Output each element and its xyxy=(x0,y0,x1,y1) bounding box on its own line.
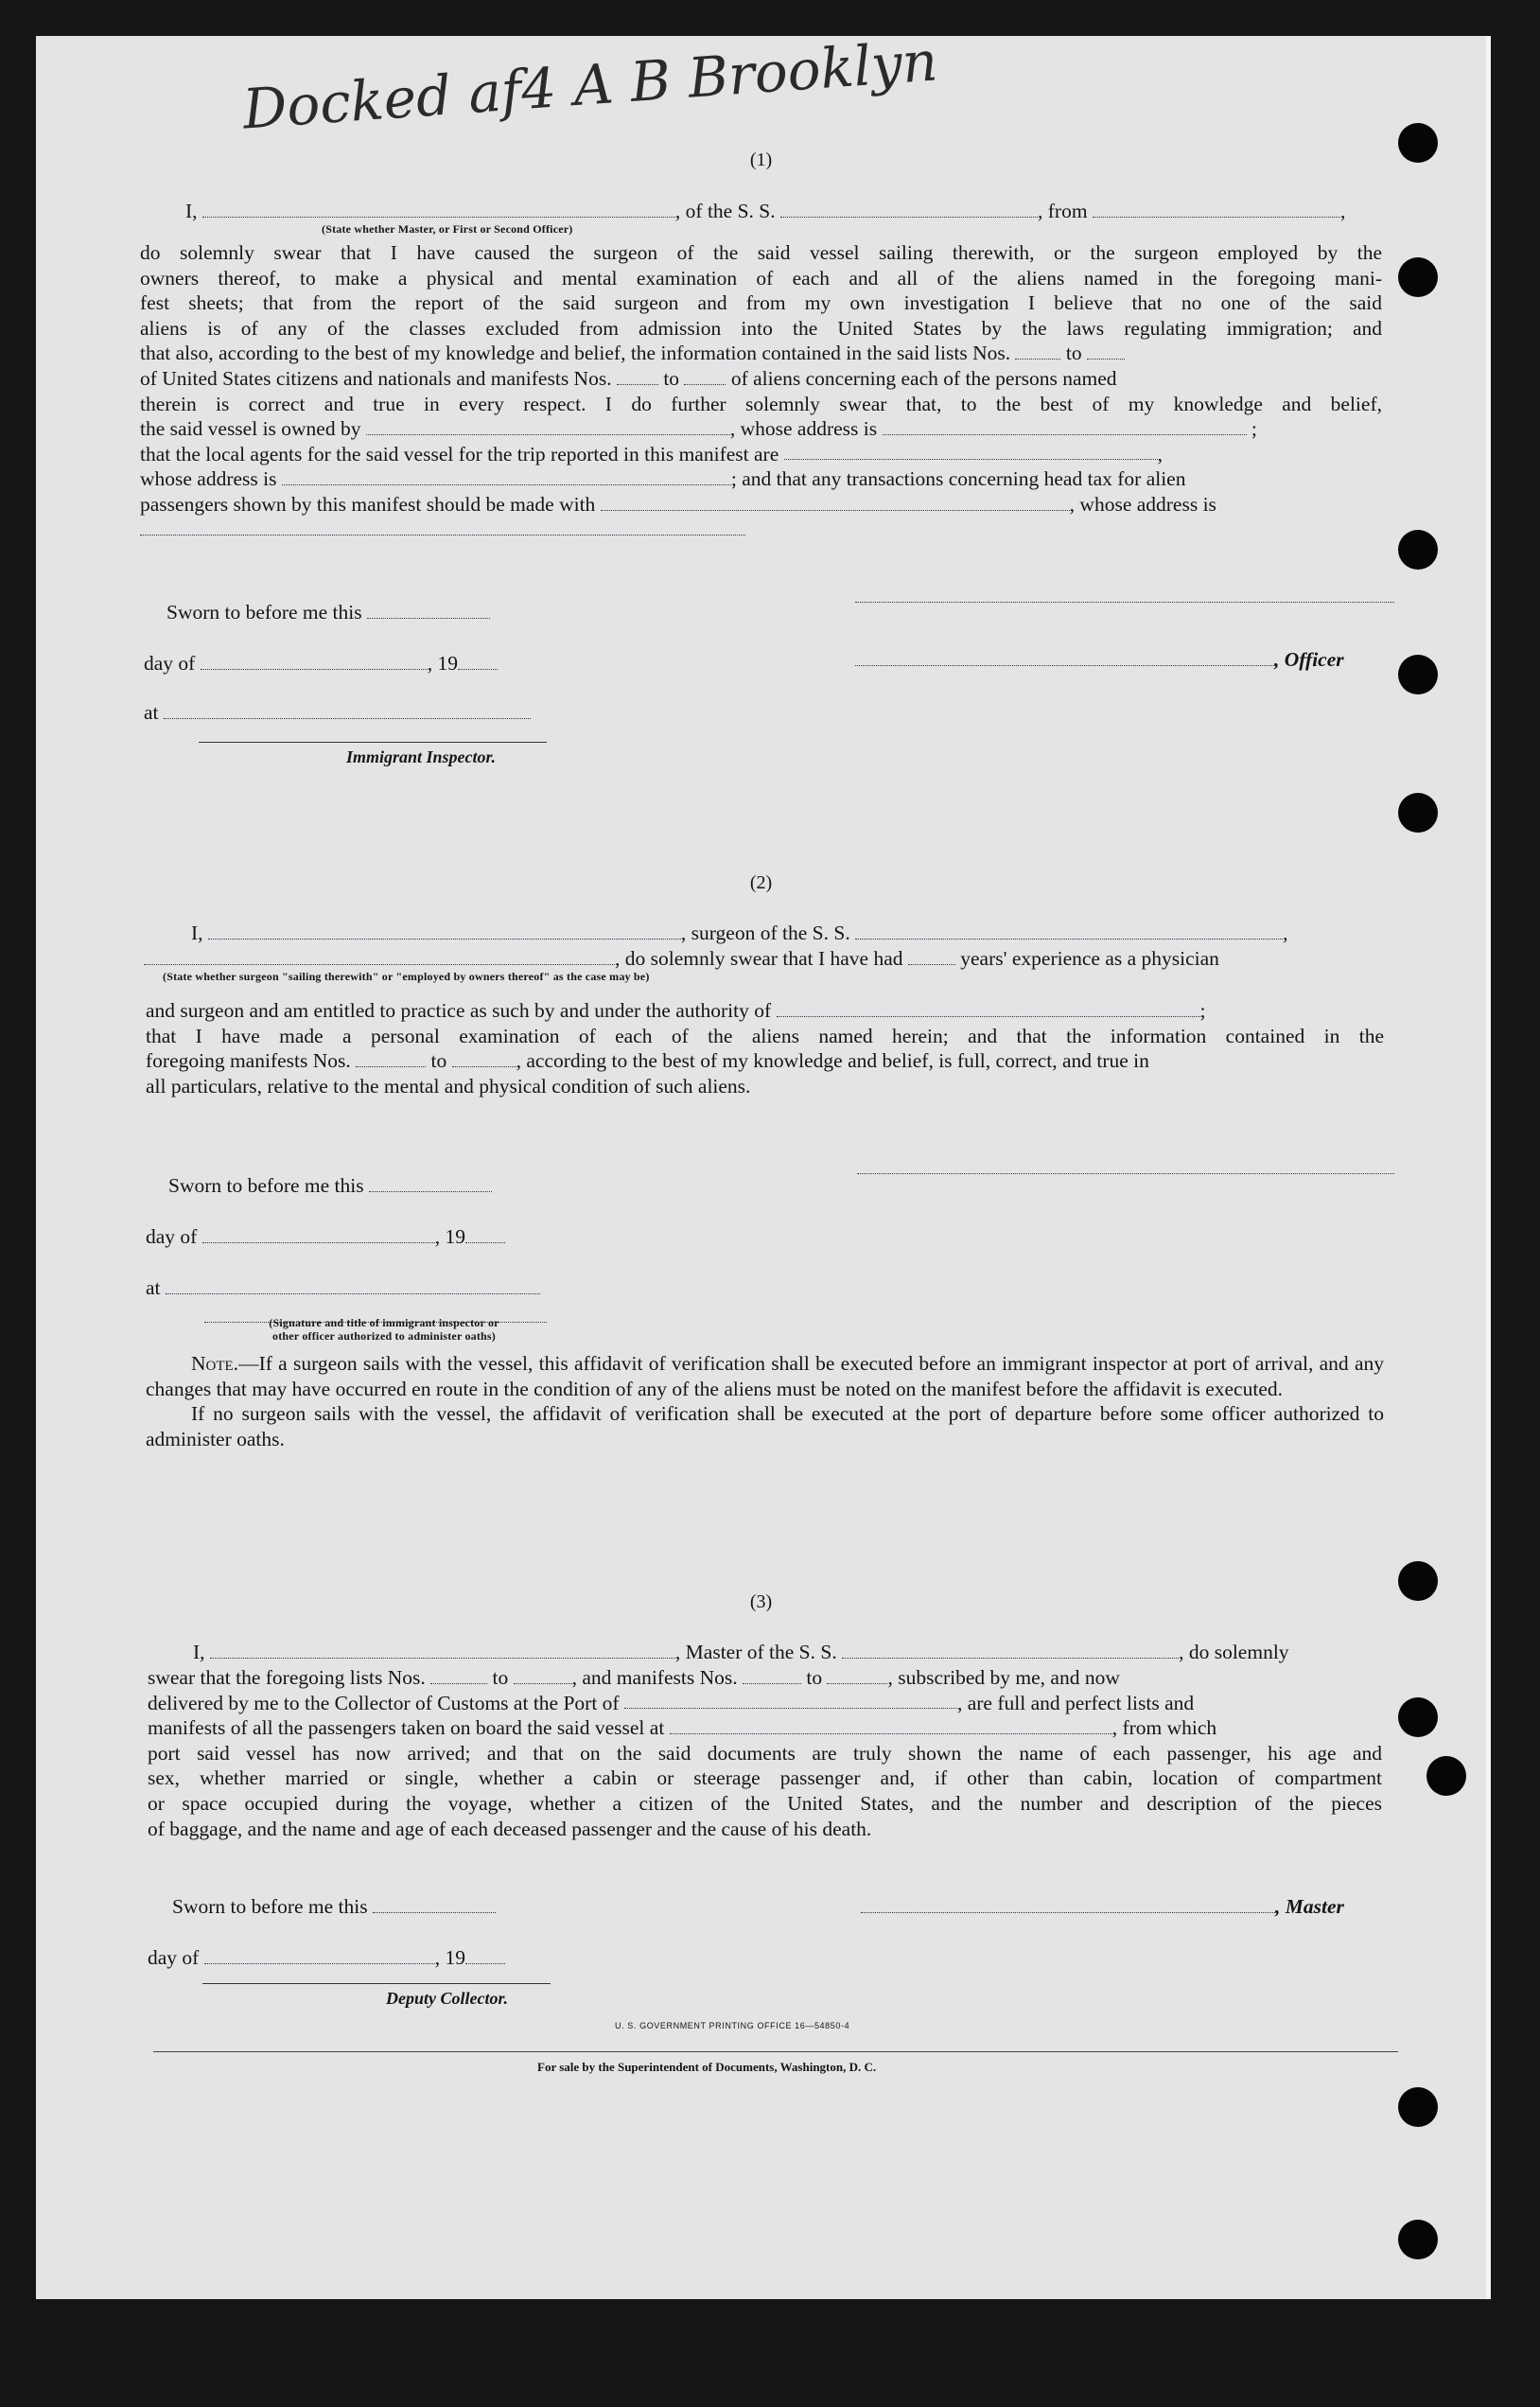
section-3-number: (3) xyxy=(749,1591,773,1612)
section-3-body: swear that the foregoing lists Nos. to , and manifests Nos. to , subscribed by me, and now delivered by me to the Collector of Customs at the Port of , are full and perfect lists and manifests of all the passengers taken on board the said vessel at , from which port said vessel has now arrived; and that on the said documents are truly shown the name of each passenger, his age and sex, whether married or single, whether a cabin or steerage passenger and, if other than cabin, location of compartment or space occupied during the voyage, whether a citizen of the United States, and the number and description of the pieces of baggage, and the name and age of each deceased passenger and the cause of his death. xyxy=(148,1666,1382,1840)
section-1-sworn: Sworn to before me this xyxy=(166,600,490,624)
officer-name-field[interactable] xyxy=(202,217,675,218)
section-2-sworn: Sworn to before me this xyxy=(168,1173,492,1198)
day-of-field-3[interactable] xyxy=(204,1963,435,1964)
officer-signature: , Officer xyxy=(855,647,1344,672)
alien-manifest-to-field[interactable] xyxy=(684,384,726,385)
punch-hole-3 xyxy=(1398,530,1438,570)
master-list-to-field[interactable] xyxy=(514,1683,572,1684)
gpo-imprint: U. S. GOVERNMENT PRINTING OFFICE 16—54850-4 xyxy=(615,2021,850,2030)
section-2-at: at xyxy=(146,1275,540,1300)
surgeon-vessel-field[interactable] xyxy=(855,939,1283,940)
punch-hole-9 xyxy=(1398,2087,1438,2127)
master-list-from-field[interactable] xyxy=(430,1683,487,1684)
section-3-header-row: I, , Master of the S. S. , do solemnly xyxy=(193,1641,1289,1663)
punch-hole-7 xyxy=(1398,1697,1438,1737)
section-1-number: (1) xyxy=(749,149,773,170)
year-field-1[interactable] xyxy=(458,669,498,670)
handwritten-note: Docked af4 A B Brooklyn xyxy=(240,28,940,142)
day-of-field-1[interactable] xyxy=(201,669,428,670)
surgeon-manifest-to-field[interactable] xyxy=(452,1066,516,1067)
year-field-3[interactable] xyxy=(465,1963,505,1964)
section-1-at: at xyxy=(144,700,531,725)
note-section: Note.—If a surgeon sails with the vessel, this affidavit of verification shall be executed before an immigrant inspector at port of arrival, and any changes that may have occurred en route in the condition of any of the aliens must be noted on the manifest before the affidavit is executed. If no surgeon sails with the vessel, the affidavit of verification shall be executed at the port of departure before some officer authorized to administer oaths. xyxy=(146,1352,1384,1450)
local-agents-field[interactable] xyxy=(784,459,1158,460)
master-signature: , Master xyxy=(861,1894,1344,1919)
vessel-name-field[interactable] xyxy=(780,217,1038,218)
section-2-number: (2) xyxy=(749,872,773,893)
section-1-body: do solemnly swear that I have caused the surgeon of the said vessel sailing therewith, or the surgeon employed by the owners thereof, to make a physical and mental examination of each and all of the aliens named in the foregoing mani- fest sheets; that from the report of the said surgeon and from my own investigation I believe that no one of the said aliens is of any of the classes excluded from admission into the United States by the laws regulating immigration; and that also, according to the best of my knowledge and belief, the information contained in the said lists Nos. to of United States citizens and nationals and manifests Nos. to of aliens concerning each of the persons named therein is correct and true in every respect. I do further solemnly swear that, to the best of my knowledge and belief, the said vessel is owned by , whose address is ; that the local agents for the said vessel for the trip reported in this manifest are , whose address is ; and that any transactions concerning head tax for alien passengers shown by this manifest should be made with , whose address is xyxy=(140,240,1382,542)
practice-authority-field[interactable] xyxy=(777,1016,1200,1017)
head-tax-address-field[interactable] xyxy=(140,535,745,536)
master-manifest-from-field[interactable] xyxy=(743,1683,801,1684)
section-2-header-row: I, , surgeon of the S. S. , xyxy=(191,922,1288,944)
citizen-list-to-field[interactable] xyxy=(1087,359,1125,360)
section-2-swear-row: , do solemnly swear that I have had years' experience as a physician xyxy=(144,946,1219,971)
at-place-field-1[interactable] xyxy=(164,718,531,719)
punch-hole-6 xyxy=(1398,1561,1438,1601)
years-experience-field[interactable] xyxy=(908,964,955,965)
sworn-date-field-3[interactable] xyxy=(373,1912,496,1913)
section-1-header-row: I, , of the S. S. , from , xyxy=(185,200,1346,222)
collector-label: Deputy Collector. xyxy=(386,1989,508,2008)
section-2-day: day of , 19 xyxy=(146,1224,505,1249)
punch-hole-2 xyxy=(1398,257,1438,297)
vessel-owner-field[interactable] xyxy=(366,434,730,435)
inspector-signature-line[interactable] xyxy=(199,742,547,743)
year-field-2[interactable] xyxy=(465,1242,505,1243)
sworn-date-field-1[interactable] xyxy=(367,618,490,619)
master-name-field[interactable] xyxy=(210,1658,675,1659)
signature-title-note: (Signature and title of immigrant inspector or other officer authorized to administer oaths) xyxy=(269,1316,499,1343)
punch-hole-5 xyxy=(1398,793,1438,833)
surgeon-name-field[interactable] xyxy=(208,939,681,940)
footer-rule xyxy=(153,2051,1398,2052)
section-1-day: day of , 19 xyxy=(144,651,498,676)
collector-port-field[interactable] xyxy=(624,1708,957,1709)
surgeon-status-field[interactable] xyxy=(144,964,615,965)
collector-signature-line[interactable] xyxy=(202,1983,551,1984)
boarding-port-field[interactable] xyxy=(670,1733,1112,1734)
state-officer-note: (State whether Master, or First or Second Officer) xyxy=(322,222,573,236)
section-3-day: day of , 19 xyxy=(148,1945,505,1970)
sworn-date-field-2[interactable] xyxy=(369,1191,492,1192)
citizen-list-from-field[interactable] xyxy=(1015,359,1060,360)
officer-signature-line-top[interactable] xyxy=(855,589,1394,606)
inspector-label: Immigrant Inspector. xyxy=(346,747,497,766)
day-of-field-2[interactable] xyxy=(202,1242,435,1243)
at-place-field-2[interactable] xyxy=(166,1293,540,1294)
section-3-sworn: Sworn to before me this xyxy=(172,1894,496,1919)
state-surgeon-note: (State whether surgeon "sailing therewith" or "employed by owners thereof" as the case may be) xyxy=(163,970,650,983)
alien-manifest-from-field[interactable] xyxy=(617,384,658,385)
agents-address-field[interactable] xyxy=(282,484,731,485)
surgeon-signature-line[interactable] xyxy=(857,1161,1394,1178)
master-signature-line[interactable] xyxy=(861,1912,1275,1913)
surgeon-manifest-from-field[interactable] xyxy=(356,1066,426,1067)
master-vessel-field[interactable] xyxy=(842,1658,1179,1659)
officer-signature-line[interactable] xyxy=(855,665,1274,666)
from-port-field[interactable] xyxy=(1093,217,1340,218)
master-manifest-to-field[interactable] xyxy=(827,1683,887,1684)
affidavit-page xyxy=(36,28,1491,2299)
punch-hole-10 xyxy=(1398,2220,1438,2259)
punch-hole-8 xyxy=(1426,1756,1466,1796)
section-2-body: and surgeon and am entitled to practice as such by and under the authority of ; that I have made a personal examination of each of the aliens named herein; and that the information contained in the foregoing manifests Nos. to , according to the best of my knowledge and belief, is full, correct, and true in all particulars, relative to the mental and physical condition of such aliens. xyxy=(146,999,1384,1098)
punch-hole-1 xyxy=(1398,123,1438,163)
sale-notice: For sale by the Superintendent of Documents, Washington, D. C. xyxy=(537,2060,877,2074)
owner-address-field[interactable] xyxy=(883,434,1247,435)
head-tax-contact-field[interactable] xyxy=(601,510,1070,511)
punch-hole-4 xyxy=(1398,655,1438,694)
